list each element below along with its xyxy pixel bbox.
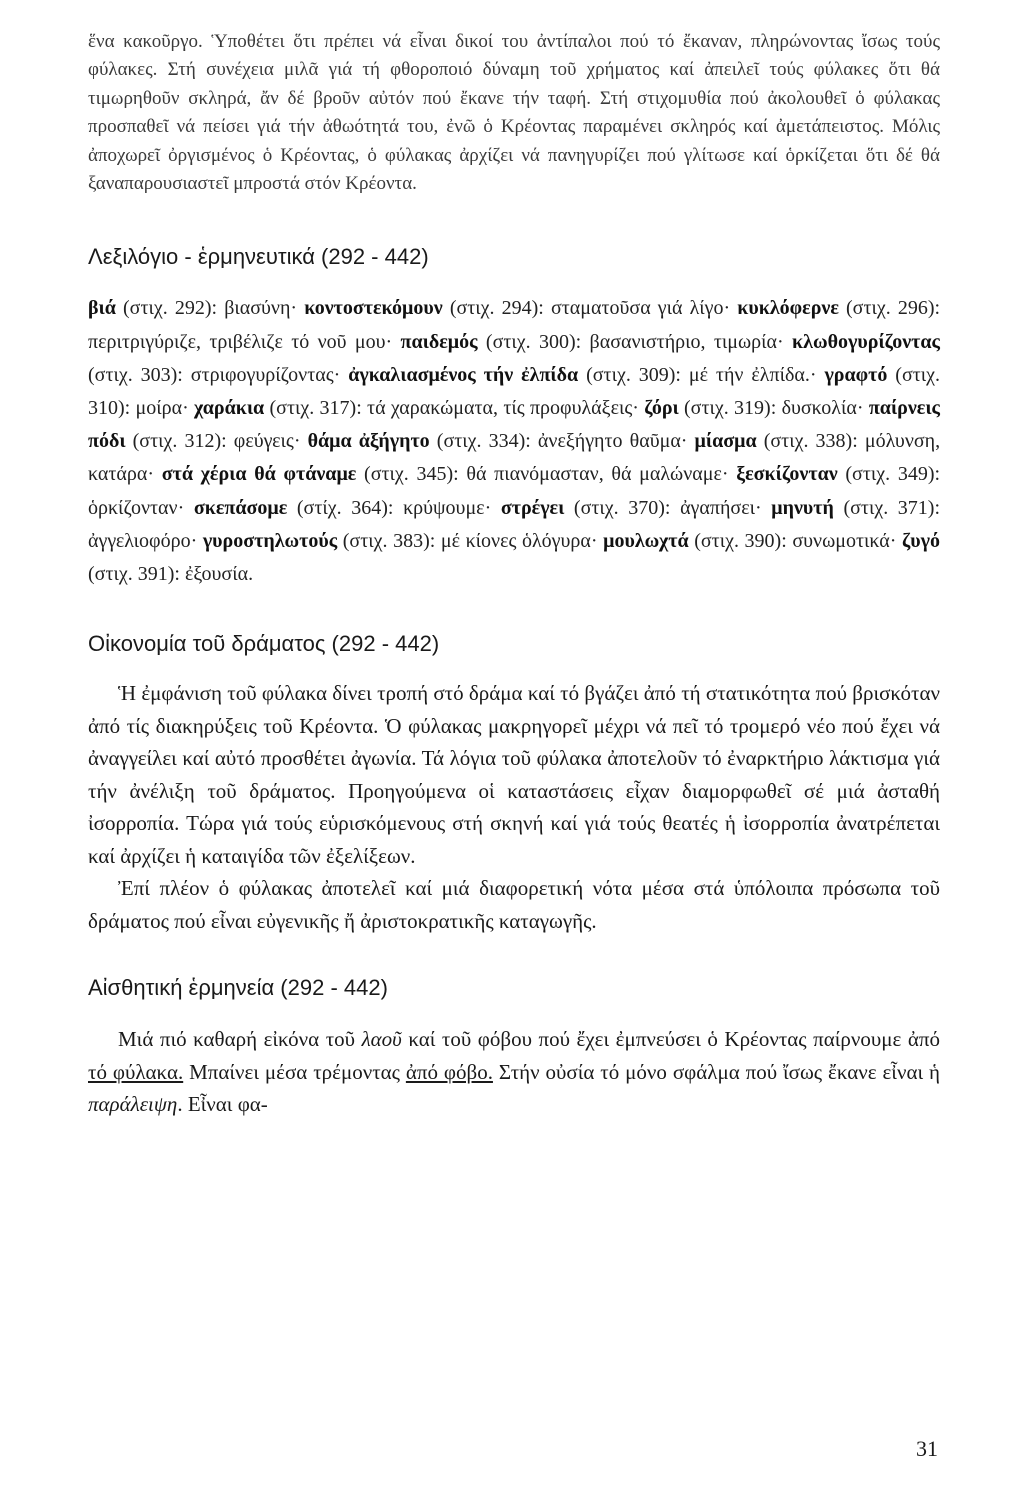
glossary-meaning: μόλυνση, κατάρα [88,430,941,486]
glossary-term: γυροστηλωτούς [202,529,338,552]
glossary-meaning: στριφογυρίζοντας [190,363,334,386]
glossary-ref: (στιχ. 317): [269,397,362,420]
intro-paragraph: ἕνα κακοῦργο. Ὑποθέτει ὅτι πρέπει νά εἶναι δικοί του ἀντίπαλοι πού τό ἔκαναν, πληρώνοντας ἴσως τούς φύλακες. Στή συνέχεια μιλᾶ γιά τή φθοροποιό δύναμη τοῦ χρήματος καί ἀπειλεῖ τούς φύλακες ὅτι θά τιμωρηθοῦν σκληρά, ἄν δέ βροῦν αὐτόν πού ἔκανε τήν ταφή. Στή στιχομυθία πού ἀκολουθεῖ ὁ φύλακας προσπαθεῖ νά πείσει γιά τήν ἀθωότητά του, ἐνῶ ὁ Κρέοντας παραμένει σκληρός καί ἀμετάπειστος. Μόλις ἀποχωρεῖ ὀργισμένος ὁ Κρέοντας, ὁ φύλακας ἀρχίζει νά πανηγυρίζει πού γλίτωσε καί ὁρκίζεται ὅτι δέ θά ξαναπαρουσιαστεῖ μπροστά στόν Κρέοντα. [88,31,940,195]
underlined-fylaka: τό φύλακα. [88,1059,184,1084]
text-run: Μπαίνει μέσα τρέμοντας [183,1059,406,1084]
glossary-term: στρέγει [500,496,565,519]
glossary-term: ζυγό [902,529,940,552]
glossary-ref: (στιχ. 309): [586,363,681,386]
glossary-term: ἀγκαλιασμένος τήν ἐλπίδα [348,363,579,386]
glossary-term: μηνυτή [771,496,834,519]
glossary-term: κοντοστεκόμουν [304,297,443,320]
glossary-meaning: θά πιανόμασταν, θά μαλώναμε [466,463,722,486]
glossary-term: ζόρι [644,397,679,420]
glossary-meaning: ὁρκίζονταν [88,496,178,519]
oikonomia-heading: Οἰκονομία τοῦ δράματος (292 - 442) [88,631,440,657]
glossary-term: κλωθογυρίζοντας [792,330,940,353]
glossary-ref: (στιχ. 383): [342,529,436,552]
page-number: 31 [916,1436,938,1461]
glossary-meaning: βασανιστήριο, τιμωρία [589,330,778,353]
glossary-ref: (στιχ. 296): [846,297,941,320]
glossary-ref: (στιχ. 349): [845,463,941,486]
text-run: . Εἶναι φα- [177,1092,268,1117]
oikonomia-paragraph-1: Ἡ ἐμφάνιση τοῦ φύλακα δίνει τροπή στό δράμα καί τό βγάζει ἀπό τή στατικότητα πού βρισκόταν ἀπό τίς διακηρύξεις τοῦ Κρέοντα. Ὁ φύλακας μακρηγορεῖ μέχρι νά πεῖ τό τρομερό νέο πού ἔχει νά ἀναγγείλει καί αὐτό προσθέτει ἀγωνία. Τά λόγια τοῦ φύλακα ἀποτελοῦν τό ἐναρκτήριο λάκτισμα γιά τήν ἀνέλιξη τοῦ δράματος. Προηγούμενα οἱ καταστάσεις εἶχαν διαμορφωθεῖ σέ μιά ἀσταθή ἰσορροπία. Τώρα γιά τούς εὑρισκόμενους στή σκηνή καί γιά τούς θεατές ἡ ἰσορροπία ἀνατρέπεται καί ἀρχίζει ἡ καταιγίδα τῶν ἐξελίξεων. [88,681,940,868]
glossary-meaning: μοίρα [135,397,183,420]
glossary-term: σκεπάσομε [193,496,288,519]
glossary-ref: (στιχ. 312): [132,430,227,453]
underlined-fovo: ἀπό φόβο. [405,1059,493,1084]
text-run: καί τοῦ φόβου πού ἔχει ἐμπνεύσει ὁ Κρέοντας παίρνουμε ἀπό [401,1027,940,1052]
glossary-term: βιά [88,297,116,320]
glossary-ref: (στιχ. 345): [364,463,459,486]
glossary-meaning: βιασύνη [224,297,291,320]
glossary-ref: (στιχ. 310): [88,363,941,420]
glossary-ref: (στιχ. 390): [694,529,787,552]
glossary-meaning: τά χαρακώματα, τίς προφυλάξεις [367,397,633,420]
glossary-term: παίρνεις πόδι [88,397,940,453]
glossary-ref: (στιχ. 300): [485,330,582,353]
glossary-ref: (στιχ. 371): [843,496,941,519]
text-run: Στήν οὐσία τό μόνο σφάλμα πού ἴσως ἔκανε εἶναι ἡ [492,1059,940,1084]
glossary-ref: (στίχ. 364): [296,496,394,519]
glossary-term: χαράκια [194,397,265,420]
glossary-meaning: ἀγαπήσει [680,496,755,519]
glossary-meaning: φεύγεις [233,430,294,453]
italic-paraleipsi: παράλειψη [88,1092,178,1117]
glossary-meaning: περιτριγύριζε, τριβέλιζε τό νοῦ μου [88,330,386,353]
glossary-meaning: ἀγγελιοφόρο [88,529,191,552]
glossary-meaning: κρύψουμε [403,496,485,519]
glossary-meaning: μέ κίονες ὁλόγυρα [440,529,591,552]
glossary-meaning: ἀνεξήγητο θαῦμα [537,430,681,453]
oikonomia-body [88,677,940,937]
glossary-ref: (στιχ. 292): [123,297,218,320]
aisthitiki-heading: Αἰσθητική ἑρμηνεία (292 - 442) [88,975,388,1001]
glossary-ref: (στιχ. 391): [88,563,180,586]
italic-laou: λαοῦ [361,1027,402,1052]
glossary-ref: (στιχ. 334): [436,430,531,453]
oikonomia-paragraph-2: Ἐπί πλέον ὁ φύλακας ἀποτελεῖ καί μιά διαφορετική νότα μέσα στά ὑπόλοιπα πρόσωπα τοῦ δράματος πού εἶναι εὐγενικῆς ἤ ἀριστοκρατικῆς καταγωγῆς. [88,876,940,933]
glossary-term: μίασμα [694,430,757,453]
glossary-term: στά χέρια θά φτάναμε [161,463,357,486]
glossary-term: μουλωχτά [603,529,689,552]
glossary-ref: (στιχ. 294): [449,297,544,320]
glossary-term: παιδεμός [400,330,478,353]
glossary-meaning: ἐξουσία. [184,563,254,586]
glossary-term: κυκλόφερνε [737,297,839,320]
glossary-block: βιά (στιχ. 292): βιασύνη· κοντοστεκόμουν (στιχ. 294): σταματοῦσα γιά λίγο· κυκλόφερνε (στιχ. 296): περιτριγύριζε, τριβέλιζε τό νοῦ μου· παιδεμός (στιχ. 300): βασανιστήριο, τιμωρία· κλωθογυρίζοντας (στιχ. 303): στριφογυρίζοντας· ἀγκαλιασμένος τήν ἐλπίδα (στιχ. 309): μέ τήν ἐλπίδα.· γραφτό (στιχ. 310): μοίρα· χαράκια (στιχ. 317): τά χαρακώματα, τίς προφυλάξεις· ζόρι (στιχ. 319): δυσκολία· παίρνεις πόδι (στιχ. 312): φεύγεις· θάμα ἀξήγητο (στιχ. 334): ἀνεξήγητο θαῦμα· μίασμα (στιχ. 338): μόλυνση, κατάρα· στά χέρια θά φτάναμε (στιχ. 345): θά πιανόμασταν, θά μαλώναμε· ξεσκίζονταν (στιχ. 349): ὁρκίζονταν· σκεπάσομε (στίχ. 364): κρύψουμε· στρέγει (στιχ. 370): ἀγαπήσει· μηνυτή (στιχ. 371): ἀγγελιοφόρο· γυροστηλωτούς (στιχ. 383): μέ κίονες ὁλόγυρα· μουλωχτά (στιχ. 390): συνωμοτικά· ζυγό (στιχ. 391): ἐξουσία. [88,297,941,586]
document-page [88,28,940,1121]
glossary-meaning: μέ τήν ἐλπίδα. [688,363,810,386]
glossary-meaning: δυσκολία [781,397,857,420]
text-run: Μιά πιό καθαρή εἰκόνα τοῦ [118,1027,362,1052]
glossary-term: ξεσκίζονταν [736,463,838,486]
lexilogio-heading: Λεξιλόγιο - ἑρμηνευτικά (292 - 442) [88,244,429,270]
glossary-meaning: σταματοῦσα γιά λίγο [550,297,724,320]
glossary-ref: (στιχ. 370): [573,496,671,519]
glossary-meaning: συνωμοτικά [792,529,890,552]
glossary-ref: (στιχ. 338): [763,430,858,453]
glossary-term: γραφτό [824,363,888,386]
glossary-ref: (στιχ. 303): [88,363,183,386]
glossary-ref: (στιχ. 319): [684,397,777,420]
aisthitiki-paragraph [88,1023,940,1121]
glossary-term: θάμα ἀξήγητο [307,430,430,453]
